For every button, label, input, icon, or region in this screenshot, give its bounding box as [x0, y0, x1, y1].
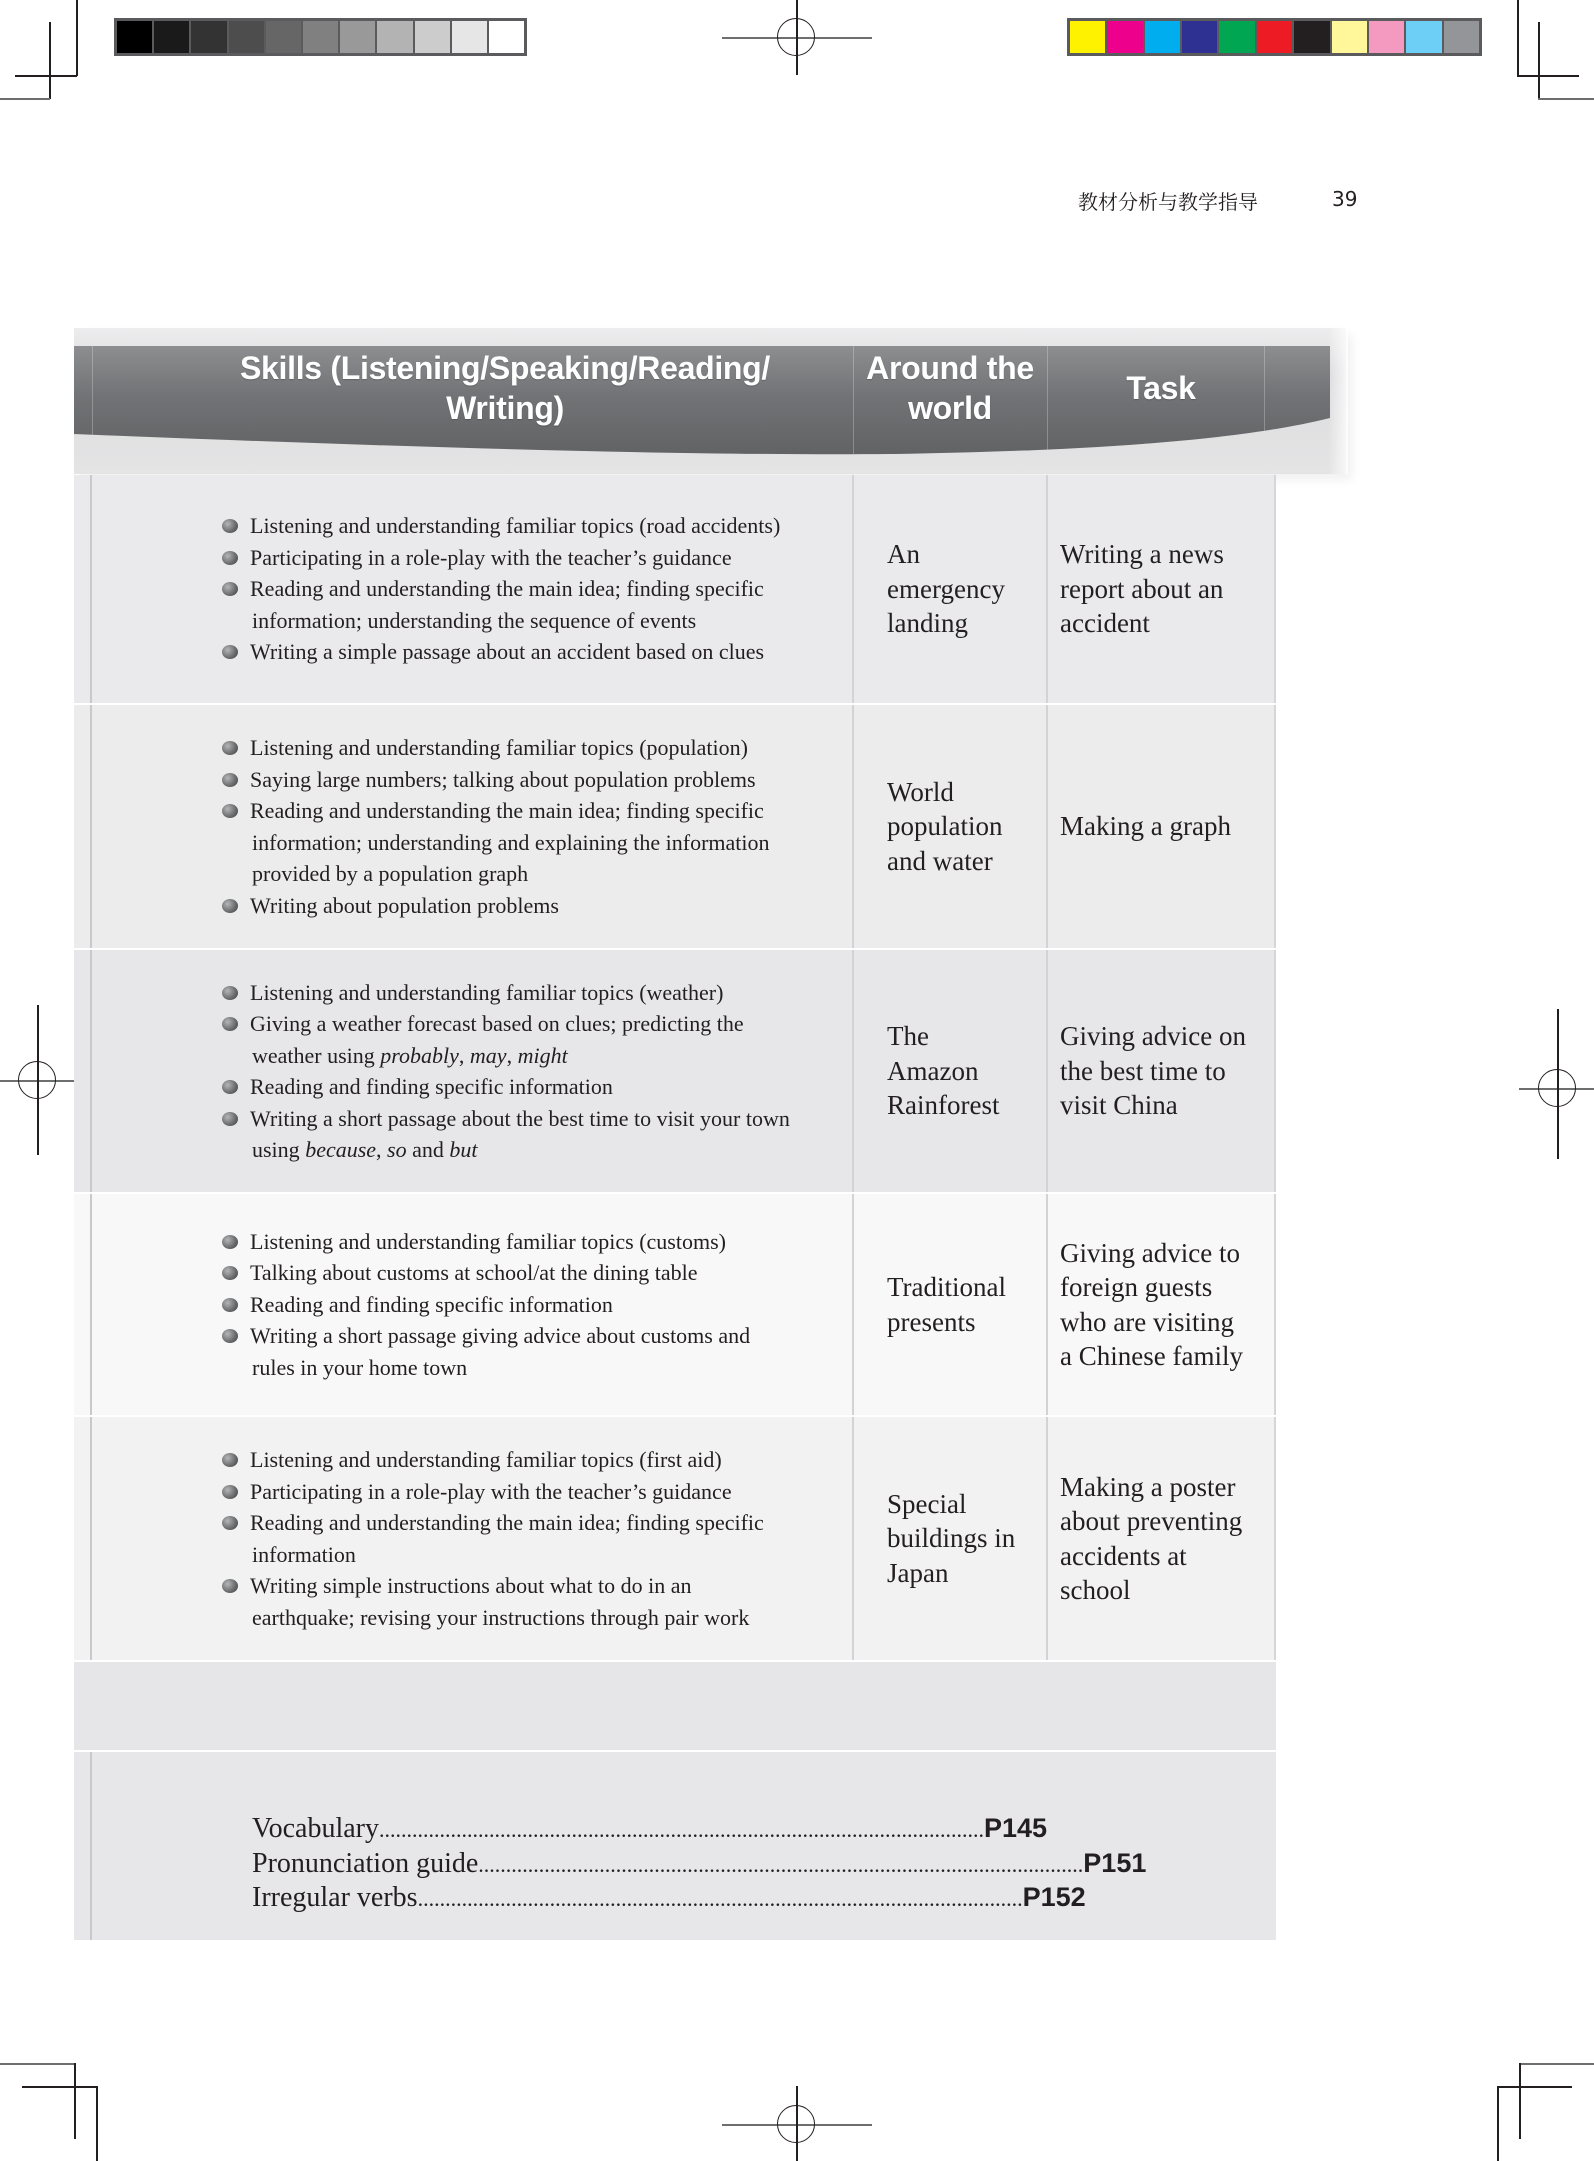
- crop-mark: [1517, 75, 1579, 77]
- leader-dots: ..............................................................................................................: [379, 1817, 984, 1842]
- crop-mark: [1538, 98, 1594, 100]
- around-the-world-text: and water: [887, 845, 993, 876]
- skills-cell: [220, 705, 770, 948]
- grayscale-calibration-bar: [114, 18, 527, 56]
- bullet-icon: [222, 551, 238, 565]
- color-swatch: [1294, 21, 1329, 53]
- grayscale-swatch: [154, 21, 189, 53]
- column-header-task: Task: [1126, 370, 1196, 406]
- reference-item-vocabulary[interactable]: [252, 1812, 1048, 1847]
- reference-label: Pronunciation guide: [252, 1847, 479, 1879]
- bullet-icon: [222, 1298, 238, 1312]
- grayscale-swatch: [117, 21, 152, 53]
- around-the-world-text: World: [887, 776, 954, 807]
- crop-mark: [0, 98, 50, 100]
- around-the-world-cell: [887, 1194, 1057, 1415]
- color-swatch: [1369, 21, 1404, 53]
- leader-dots: ..............................................................................................................: [478, 1851, 1084, 1877]
- skill-text: Writing a short passage about the best time to visit your town: [250, 1105, 790, 1131]
- around-the-world-text: emergency: [887, 573, 1005, 604]
- reference-item-pronunciation-guide[interactable]: [252, 1847, 1147, 1882]
- crop-mark: [1517, 0, 1519, 76]
- grayscale-swatch: [229, 21, 264, 53]
- skill-item: [220, 1226, 750, 1258]
- column-header-skills-line: Writing): [446, 390, 564, 426]
- task-text: accidents at: [1060, 1540, 1187, 1571]
- running-head-title: 教材分析与教学指导: [1078, 190, 1258, 214]
- around-the-world-cell: [887, 475, 1057, 703]
- column-header-around-line: Around the: [866, 350, 1034, 386]
- around-the-world-cell: [887, 950, 1057, 1192]
- task-cell: [1060, 950, 1274, 1192]
- skill-item: [220, 1289, 750, 1321]
- reference-page: P145: [984, 1813, 1048, 1843]
- around-the-world-text: landing: [887, 608, 968, 639]
- task-text: the best time to: [1060, 1055, 1226, 1086]
- around-the-world-cell: [887, 705, 1057, 948]
- bullet-icon: [222, 645, 238, 659]
- skill-item: [220, 1071, 790, 1103]
- bullet-icon: [222, 1579, 238, 1593]
- bullet-icon: [222, 986, 238, 1000]
- color-swatch: [1145, 21, 1180, 53]
- bullet-icon: [222, 1329, 238, 1343]
- crop-mark: [15, 75, 77, 77]
- reference-page: P151: [1083, 1847, 1147, 1878]
- grayscale-swatch: [452, 21, 487, 53]
- grayscale-swatch: [415, 21, 450, 53]
- skill-item: [220, 573, 780, 636]
- grayscale-swatch: [303, 21, 338, 53]
- task-text: Making a graph: [1060, 811, 1231, 842]
- skill-item: [220, 764, 770, 796]
- skill-text: Writing a simple passage about an accident based on clues: [250, 639, 765, 665]
- table-row: [74, 948, 1276, 1192]
- skill-text: Listening and understanding familiar topics (road accidents): [250, 513, 781, 539]
- bullet-icon: [222, 1080, 238, 1094]
- around-the-world-text: buildings in: [887, 1523, 1016, 1554]
- bullet-icon: [222, 804, 238, 818]
- around-the-world-text: The: [887, 1021, 929, 1052]
- table-row: [74, 475, 1276, 703]
- color-swatch: [1107, 21, 1142, 53]
- task-cell: [1060, 475, 1274, 703]
- bullet-icon: [222, 741, 238, 755]
- skill-text: weather using probably, may, might: [252, 1042, 568, 1068]
- bullet-icon: [222, 1453, 238, 1467]
- task-text: foreign guests: [1060, 1272, 1213, 1302]
- grayscale-swatch: [266, 21, 301, 53]
- skills-cell: [220, 950, 790, 1192]
- crop-mark: [1538, 22, 1540, 99]
- bullet-icon: [222, 1485, 238, 1499]
- task-cell: [1060, 705, 1274, 948]
- table-row: [74, 1415, 1276, 1660]
- reference-panel: [74, 1750, 1276, 1940]
- color-swatch: [1219, 21, 1254, 53]
- around-the-world-text: Rainforest: [887, 1090, 1000, 1121]
- grayscale-swatch: [340, 21, 375, 53]
- skill-item: [220, 795, 770, 890]
- skill-item: [220, 1570, 764, 1633]
- bullet-icon: [222, 1235, 238, 1249]
- around-the-world-text: presents: [887, 1306, 976, 1337]
- skill-text: Writing a short passage giving advice about customs and: [250, 1323, 751, 1349]
- color-swatch: [1444, 21, 1479, 53]
- crop-mark: [49, 22, 51, 99]
- color-swatch: [1257, 21, 1292, 53]
- reference-page: P152: [1022, 1882, 1086, 1912]
- task-text: report about an: [1060, 573, 1224, 604]
- skill-text: Participating in a role-play with the teacher’s guidance: [250, 544, 732, 570]
- skill-text: Talking about customs at school/at the dining table: [250, 1260, 698, 1286]
- crop-mark: [1519, 2063, 1594, 2065]
- skill-text: information; understanding the sequence of events: [252, 607, 697, 633]
- color-swatch: [1070, 21, 1105, 53]
- skill-text: information: [252, 1541, 356, 1567]
- task-text: Giving advice to: [1060, 1237, 1240, 1268]
- reference-label: Irregular verbs: [252, 1882, 418, 1913]
- reference-label: Vocabulary: [252, 1813, 379, 1844]
- crop-mark: [22, 2086, 97, 2088]
- reference-list: [252, 1812, 1147, 1916]
- column-header-around-line: world: [908, 390, 992, 426]
- skill-text: Writing simple instructions about what to do in an: [250, 1573, 692, 1598]
- task-cell: [1060, 1417, 1274, 1660]
- crop-mark: [76, 0, 78, 76]
- task-text: visit China: [1060, 1090, 1178, 1121]
- skill-text: Writing about population problems: [250, 892, 559, 918]
- skill-item: [220, 1257, 750, 1289]
- skill-item: [220, 1507, 764, 1570]
- around-the-world-text: population: [887, 811, 1003, 842]
- task-text: about preventing: [1060, 1506, 1243, 1536]
- leader-dots: ..............................................................................................................: [417, 1886, 1023, 1911]
- bullet-icon: [222, 582, 238, 596]
- bullet-icon: [222, 1017, 238, 1031]
- skill-text: Reading and finding specific information: [250, 1291, 613, 1317]
- color-swatch: [1182, 21, 1217, 53]
- skill-item: [220, 542, 780, 574]
- task-text: a Chinese family: [1060, 1341, 1243, 1371]
- bullet-icon: [222, 519, 238, 533]
- skill-text: Participating in a role-play with the teacher’s guidance: [250, 1478, 732, 1504]
- around-the-world-text: An: [887, 539, 920, 570]
- grayscale-swatch: [377, 21, 412, 53]
- blank-row: [74, 1660, 1276, 1750]
- skill-text: Reading and understanding the main idea; finding specific: [250, 1510, 764, 1535]
- task-text: Writing a news: [1060, 539, 1224, 570]
- skill-text: Listening and understanding familiar topics (customs): [250, 1228, 726, 1254]
- table-row: [74, 703, 1276, 948]
- skill-text: Saying large numbers; talking about population problems: [250, 766, 756, 792]
- color-swatch: [1406, 21, 1441, 53]
- skill-item: [220, 636, 780, 668]
- skill-item: [220, 1476, 764, 1508]
- task-text: school: [1060, 1575, 1131, 1605]
- crop-mark: [1497, 2086, 1499, 2161]
- skill-text: Reading and understanding the main idea; finding specific: [250, 798, 764, 823]
- skill-item: [220, 1008, 790, 1071]
- crop-mark: [0, 2063, 75, 2065]
- grayscale-swatch: [191, 21, 226, 53]
- skill-item: [220, 732, 770, 764]
- skill-text: using because, so and but: [252, 1137, 478, 1162]
- skill-text: Reading and understanding the main idea; finding specific: [250, 576, 764, 602]
- around-the-world-text: Traditional: [887, 1272, 1007, 1302]
- skill-text: information; understanding and explaining the information: [252, 829, 770, 855]
- skill-item: [220, 1444, 764, 1476]
- skill-text: earthquake; revising your instructions through pair work: [252, 1604, 750, 1630]
- skill-text: Listening and understanding familiar topics (weather): [250, 979, 724, 1005]
- around-the-world-text: Japan: [887, 1557, 949, 1588]
- task-text: accident: [1060, 608, 1150, 639]
- around-the-world-cell: [887, 1417, 1057, 1660]
- skill-text: Giving a weather forecast based on clues; predicting the: [250, 1011, 744, 1036]
- table-row: [74, 1192, 1276, 1415]
- task-text: Making a poster: [1060, 1471, 1236, 1502]
- skill-item: [220, 890, 770, 922]
- column-header-skills: [160, 348, 850, 428]
- crop-mark: [1519, 2063, 1521, 2139]
- around-the-world-text: Special: [887, 1488, 967, 1519]
- color-calibration-bar: [1067, 18, 1482, 56]
- skill-item: [220, 1320, 750, 1383]
- column-header-skills-line: Skills (Listening/Speaking/Reading/: [239, 350, 771, 386]
- crop-mark: [1497, 2086, 1572, 2088]
- skill-item: [220, 510, 780, 542]
- around-the-world-text: Amazon: [887, 1055, 979, 1086]
- column-header-around-the-world: [853, 348, 1047, 428]
- task-cell: [1060, 1194, 1274, 1415]
- task-text: Giving advice on: [1060, 1021, 1246, 1052]
- skill-text: Listening and understanding familiar topics (population): [250, 735, 748, 760]
- skills-cell: [220, 475, 780, 703]
- crop-mark: [96, 2086, 98, 2161]
- crop-mark: [74, 2063, 76, 2139]
- bullet-icon: [222, 899, 238, 913]
- reference-item-irregular-verbs[interactable]: [252, 1881, 1086, 1916]
- bullet-icon: [222, 1516, 238, 1530]
- skills-cell: [220, 1194, 750, 1415]
- bullet-icon: [222, 773, 238, 787]
- skill-text: rules in your home town: [252, 1354, 468, 1380]
- bullet-icon: [222, 1112, 238, 1126]
- task-text: who are visiting: [1060, 1306, 1234, 1337]
- skills-cell: [220, 1417, 764, 1660]
- skill-item: [220, 1103, 790, 1166]
- skill-text: Listening and understanding familiar topics (first aid): [250, 1447, 722, 1472]
- bullet-icon: [222, 1266, 238, 1280]
- grayscale-swatch: [489, 21, 524, 53]
- skill-item: [220, 977, 790, 1009]
- page-number: 39: [1332, 187, 1358, 211]
- color-swatch: [1332, 21, 1367, 53]
- skill-text: provided by a population graph: [252, 861, 529, 886]
- skill-text: Reading and finding specific information: [250, 1074, 613, 1099]
